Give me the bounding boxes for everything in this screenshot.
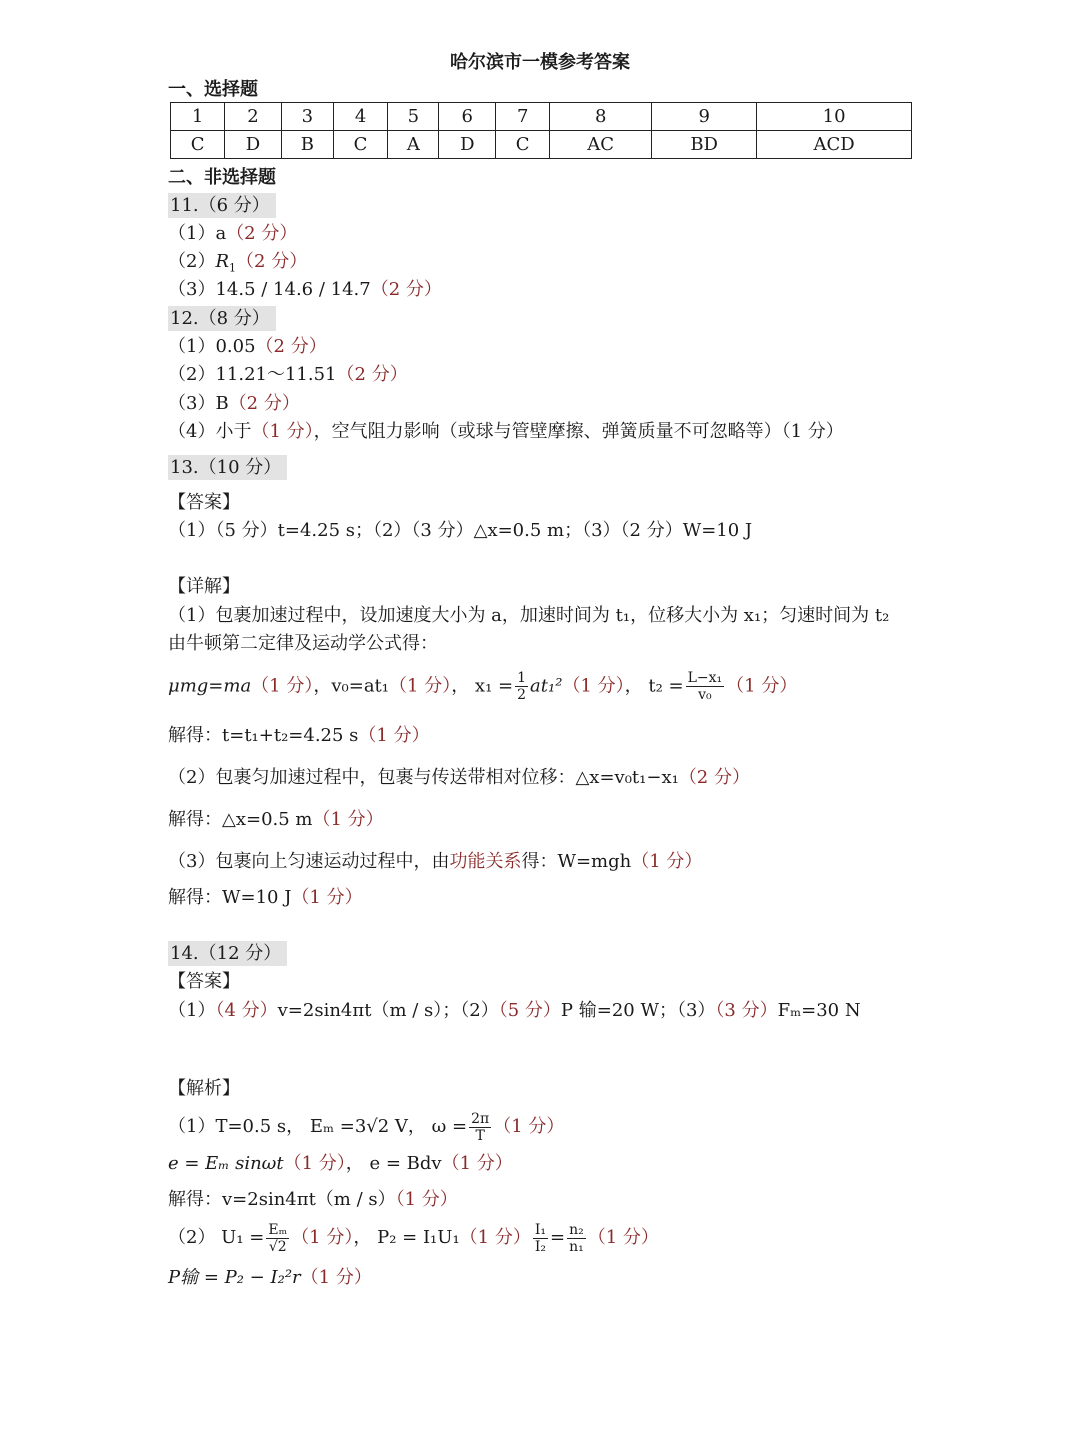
score-note: （1 分）: [389, 675, 452, 697]
score-note: （1 分）: [312, 809, 384, 830]
answer-text: （1）a: [168, 223, 227, 244]
equation: at₁²: [530, 675, 563, 697]
question-heading-label: 14.（12 分）: [168, 941, 287, 966]
table-cell: 1: [171, 103, 225, 131]
score-note: （2 分）: [228, 393, 300, 414]
answer-symbol: R: [215, 251, 230, 272]
table-cell: 9: [652, 103, 757, 131]
score-note: （1 分）: [283, 1153, 346, 1174]
q11-answer-2: [168, 250, 307, 281]
q13-detail-line-1: （1）包裹加速过程中，设加速度大小为 a，加速时间为 t₁，位移大小为 x₁；匀速时间为 t₂: [168, 605, 890, 626]
highlight-text: 功能关系: [449, 851, 522, 872]
score-note: （1 分）: [493, 1116, 565, 1137]
q14-answer-summary: [168, 999, 861, 1023]
score-note: （1 分）: [459, 1227, 531, 1248]
table-cell: AC: [550, 131, 652, 159]
table-cell: 7: [496, 103, 550, 131]
equation: （1）T=0.5 s， Eₘ =3√2 V， ω =: [168, 1116, 468, 1137]
equation: e = Eₘ sinωt: [168, 1153, 284, 1174]
q12-answer-2: [168, 363, 408, 387]
table-cell: D: [439, 131, 496, 159]
table-cell: A: [388, 131, 439, 159]
table-cell: C: [171, 131, 225, 159]
q14-analysis-heading: 【解析】: [168, 1078, 240, 1099]
score-note: （1 分）: [587, 1227, 659, 1248]
fraction: [469, 1111, 491, 1144]
equation: ， x₁ =: [451, 675, 514, 697]
equation: ， P₂ = I₁U₁: [353, 1227, 460, 1248]
q13-detail-line-2: 由牛顿第二定律及运动学公式得：: [168, 633, 438, 654]
q13-answer-heading: 【答案】: [168, 492, 240, 513]
answer-text: （3）包裹向上匀速运动过程中，由: [168, 851, 450, 872]
equation: =: [550, 1227, 566, 1248]
equation: ，v₀=at₁: [313, 675, 390, 697]
question-heading-label: 12.（8 分）: [168, 306, 276, 331]
answer-text: （2）包裹匀加速过程中，包裹与传送带相对位移：△x=v₀t₁−x₁: [168, 767, 679, 788]
choice-answer-table: [170, 102, 912, 159]
equation: P输 = P₂ − I₂²r: [168, 1267, 301, 1288]
equation: ， e = Bdv: [345, 1153, 442, 1174]
q13-detail-equations: [168, 670, 797, 703]
score-note: （1 分）: [562, 675, 625, 697]
answer-text: 解得：W=10 J: [168, 887, 292, 908]
table-row-numbers: [171, 103, 912, 131]
section-heading-choice: 一、选择题: [168, 79, 258, 100]
score-note: （2 分）: [336, 364, 408, 385]
table-cell: BD: [652, 131, 757, 159]
score-note: （3 分）: [715, 1000, 778, 1021]
fraction-denominator: n₁: [569, 1238, 584, 1255]
equation: （2） U₁ =: [168, 1227, 265, 1248]
fraction: [686, 670, 725, 703]
fraction-denominator: 2: [517, 687, 527, 703]
score-note: （2 分）: [226, 223, 298, 244]
fraction: [567, 1222, 586, 1255]
question-12-heading: [168, 307, 276, 331]
question-heading-label: 11.（6 分）: [168, 193, 276, 218]
fraction-denominator: T: [475, 1127, 485, 1144]
table-cell: 3: [281, 103, 333, 131]
score-note: （1 分）: [631, 851, 703, 872]
page-title: 哈尔滨市一模参考答案: [450, 52, 630, 73]
q13-detail-line-7: [168, 850, 702, 874]
answer-text: Fₘ=30 N: [777, 1000, 861, 1021]
score-note: （5 分）: [498, 1000, 561, 1021]
answer-text: 解得：△x=0.5 m: [168, 809, 313, 830]
fraction-numerator: 1: [517, 670, 527, 686]
fraction-numerator: L−x₁: [687, 670, 723, 686]
score-note: （1 分）: [395, 1189, 458, 1210]
answer-subscript: 1: [229, 261, 237, 275]
table-cell: ACD: [757, 131, 912, 159]
question-heading-label: 13.（10 分）: [168, 455, 287, 480]
table-cell: C: [496, 131, 550, 159]
equation: ， t₂ =: [624, 675, 684, 697]
question-13-heading: [168, 456, 287, 480]
score-note: （1 分）: [291, 1227, 354, 1248]
answer-text: （1）: [168, 1000, 216, 1021]
answer-text: （4）小于: [168, 421, 252, 442]
answer-text: v=2sin4πt（m / s）；（2）: [277, 1000, 499, 1021]
q14-answer-heading: 【答案】: [168, 971, 240, 992]
section-heading-nonchoice: 二、非选择题: [168, 167, 276, 188]
score-note: （1 分）: [300, 1267, 372, 1288]
q13-answer-summary: （1）（5 分）t=4.25 s；（2）（3 分）△x=0.5 m；（3）（2 分）W=10 J: [168, 520, 753, 541]
answer-text: （1）0.05: [168, 336, 256, 357]
fraction-numerator: n₂: [569, 1221, 584, 1238]
score-note: （2 分）: [255, 336, 327, 357]
answer-text: ，空气阻力影响（或球与管壁摩擦、弹簧质量不可忽略等）（1 分）: [313, 421, 844, 442]
fraction-numerator: I₁: [534, 1221, 547, 1238]
score-note: （1 分）: [251, 421, 314, 442]
answer-text: （3）14.5 / 14.6 / 14.7: [168, 279, 371, 300]
q12-answer-4: [168, 420, 844, 444]
table-cell: 6: [439, 103, 496, 131]
fraction: [515, 670, 528, 703]
q14-analysis-line-4: [168, 1220, 659, 1256]
score-note: （1 分）: [358, 725, 430, 746]
q11-answer-1: [168, 222, 297, 246]
fraction-denominator: v₀: [698, 687, 712, 703]
q13-detail-result-1: [168, 724, 430, 748]
q11-answer-3: [168, 278, 442, 302]
q12-answer-1: [168, 335, 327, 359]
q13-detail-result-3: [168, 886, 363, 910]
answer-text: 解得：t=t₁+t₂=4.25 s: [168, 725, 359, 746]
table-cell: 8: [550, 103, 652, 131]
q12-answer-3: [168, 392, 300, 416]
score-note: （2 分）: [678, 767, 750, 788]
table-cell: B: [281, 131, 333, 159]
table-cell: 5: [388, 103, 439, 131]
table-cell: 4: [333, 103, 387, 131]
fraction-numerator: Eₘ: [268, 1221, 288, 1238]
q14-analysis-line-5: [168, 1266, 372, 1290]
question-11-heading: [168, 194, 276, 218]
fraction: [266, 1222, 289, 1255]
q14-analysis-line-1: [168, 1110, 564, 1144]
table-cell: D: [225, 131, 282, 159]
score-note: （2 分）: [236, 251, 308, 272]
score-note: （1 分）: [251, 675, 314, 697]
answer-text: （2）: [168, 251, 216, 272]
fraction: [533, 1222, 548, 1255]
question-14-heading: [168, 942, 287, 966]
score-note: （2 分）: [370, 279, 442, 300]
table-cell: 10: [757, 103, 912, 131]
answer-text: （2）11.21～11.51: [168, 364, 337, 385]
table-cell: 2: [225, 103, 282, 131]
table-row-answers: [171, 131, 912, 159]
score-note: （1 分）: [726, 675, 798, 697]
q13-detail-heading: 【详解】: [168, 576, 240, 597]
answer-text: P 输=20 W；（3）: [560, 1000, 716, 1021]
q14-analysis-line-2: [168, 1152, 513, 1176]
fraction-numerator: 2π: [471, 1110, 490, 1127]
q13-detail-result-2: [168, 808, 384, 832]
answer-text: 解得：v=2sin4πt（m / s）: [168, 1189, 396, 1210]
table-cell: C: [333, 131, 387, 159]
answer-text: （3）B: [168, 393, 229, 414]
q13-detail-line-5: [168, 766, 750, 790]
fraction-denominator: √2: [268, 1238, 287, 1255]
score-note: （1 分）: [441, 1153, 513, 1174]
equation: μmg=ma: [168, 675, 252, 697]
answer-text: 得：W=mgh: [521, 851, 632, 872]
score-note: （4 分）: [215, 1000, 278, 1021]
q14-analysis-result-1: [168, 1188, 458, 1212]
fraction-denominator: I₂: [534, 1238, 547, 1255]
score-note: （1 分）: [291, 887, 363, 908]
